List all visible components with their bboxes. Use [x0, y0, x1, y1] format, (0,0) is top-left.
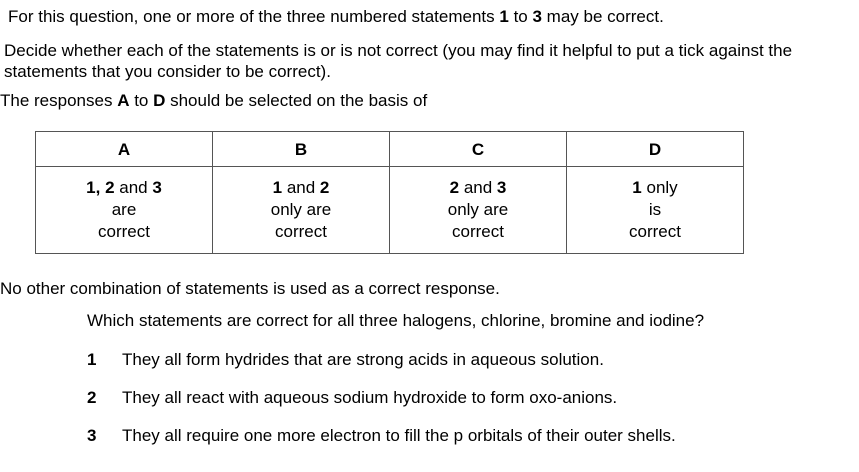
statement-1: [87, 349, 604, 370]
header-cell-b: B: [213, 132, 390, 167]
statement-text: They all form hydrides that are strong acids in aqueous solution.: [122, 350, 604, 369]
statement-text: They all require one more electron to fill the p orbitals of their outer shells.: [122, 426, 676, 445]
option-cell-d: 1 only is correct: [567, 167, 744, 254]
statement-3: [87, 425, 676, 446]
instruction-decide: Decide whether each of the statements is or is not correct (you may find it helpful to put a tick against the statements that you consider to be correct).: [4, 41, 793, 81]
statement-text: They all react with aqueous sodium hydroxide to form oxo-anions.: [122, 388, 618, 407]
table-body-row: [36, 167, 744, 254]
statement-number: 3: [87, 426, 97, 445]
no-other-combination-note: No other combination of statements is used as a correct response.: [0, 279, 500, 298]
header-cell-a: A: [36, 132, 213, 167]
instruction-intro: For this question, one or more of the three numbered statements 1 to 3 may be correct.: [8, 7, 664, 26]
option-cell-c: 2 and 3 only are correct: [390, 167, 567, 254]
header-cell-c: C: [390, 132, 567, 167]
statement-number: 1: [87, 350, 97, 369]
statement-number: 2: [87, 388, 97, 407]
option-cell-a: 1, 2 and 3 are correct: [36, 167, 213, 254]
response-key-table: [35, 131, 744, 254]
option-cell-b: 1 and 2 only are correct: [213, 167, 390, 254]
header-cell-d: D: [567, 132, 744, 167]
question-text: Which statements are correct for all three halogens, chlorine, bromine and iodine?: [87, 311, 705, 330]
instruction-responses: The responses A to D should be selected on the basis of: [0, 91, 428, 110]
statement-2: [87, 387, 617, 408]
table-header-row: [36, 132, 744, 167]
